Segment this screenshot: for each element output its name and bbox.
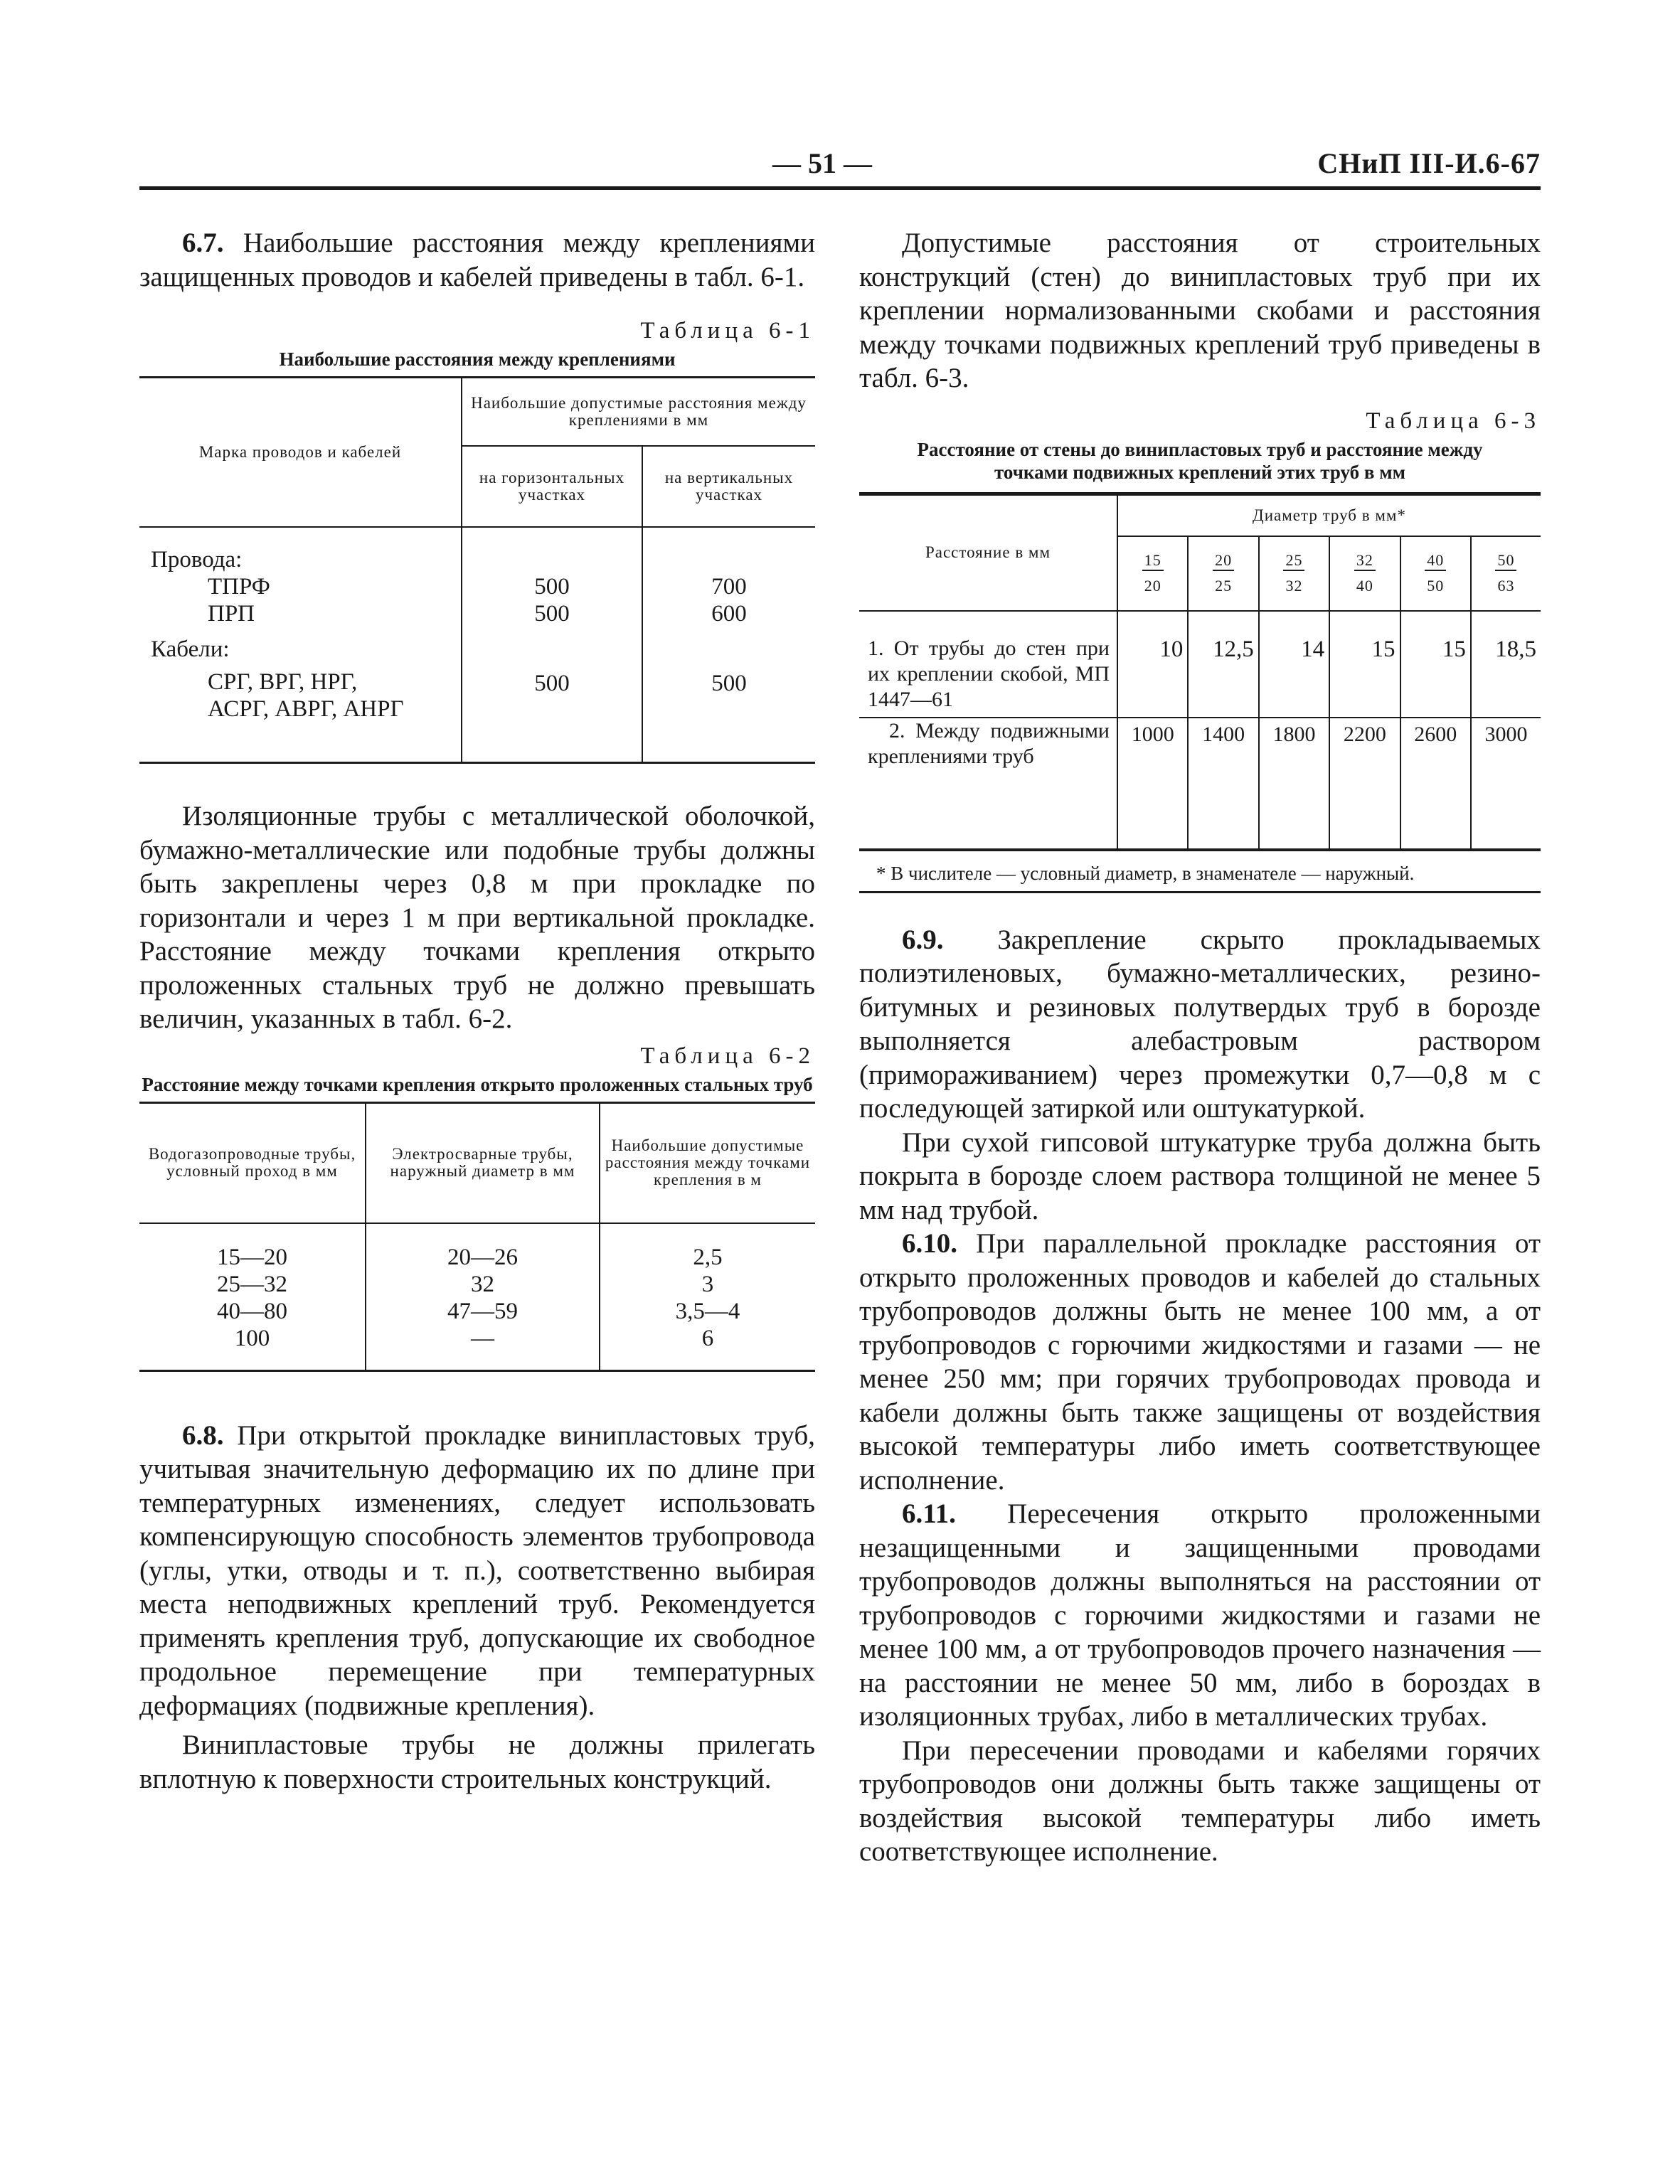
cell-value: 2,5 xyxy=(693,1245,723,1270)
table-6-1-caption: Таблица 6-1 xyxy=(640,318,815,343)
cell-value: 10 xyxy=(1117,611,1188,718)
cell-name: СРГ, ВРГ, НРГ, xyxy=(208,668,358,695)
cell-name: АСРГ, АВРГ, АНРГ xyxy=(208,696,404,722)
header-rule xyxy=(139,186,1541,190)
cell-value: 40—80 xyxy=(217,1299,287,1324)
cell-value: 32 xyxy=(471,1272,494,1297)
table-header: Наибольшие допустимые расстояния между креплениями в мм xyxy=(462,378,815,446)
cell-value: 1400 xyxy=(1188,718,1258,849)
table-6-3-caption: Таблица 6-3 xyxy=(1366,407,1541,434)
cell-value: 1000 xyxy=(1117,718,1188,849)
cell-value: 100 xyxy=(234,1326,270,1351)
diameter-fraction: $\frac{32}{40}$ xyxy=(1329,536,1400,611)
paragraph-text: При параллельной прокладке расстояния от открыто проложенных проводов и кабелей до стальных трубопроводов должны быть не менее 100 мм, а от трубопроводов с горючими жидкостями и газами — не менее 250 мм; при горячих трубопроводах провода и кабели должны быть также защищены от воздействия высокой температуры либо иметь соответствующее исполнение. xyxy=(859,1228,1541,1496)
cell-value: 3 xyxy=(701,1272,714,1297)
paragraph-insulation-tubes: Изоляционные трубы с металлической оболочкой, бумажно-металлические или подобные трубы должны быть закреплены через 0,8 м при прокладке по горизонтали и через 1 м при вертикальной прокладке. Расстояние между точками крепления открыто проложенных стальных труб не должно превышать величин, указанных в табл. 6-2. xyxy=(139,801,815,1034)
table-header: на горизонтальных участках xyxy=(462,446,642,527)
table-header: на вертикальных участках xyxy=(642,446,815,527)
cell-value: 2200 xyxy=(1329,718,1400,849)
table-row xyxy=(859,718,1541,849)
table-6-2-caption: Таблица 6-2 xyxy=(640,1043,815,1069)
paragraph-6-7 xyxy=(139,226,815,294)
table-row xyxy=(859,611,1541,718)
group-label: Провода: xyxy=(151,546,243,572)
paragraph-6-11 xyxy=(859,1497,1541,1734)
paragraph-vinyl-tubes: Винипластовые трубы не должны прилегать вплотную к поверхности строительных конструкций. xyxy=(139,1730,815,1794)
table-row xyxy=(139,1223,815,1370)
paragraph-hot-pipes: При пересечении проводами и кабелями горячих трубопроводов они должны быть также защищены от воздействия высокой температуры либо иметь соответствующее исполнение. xyxy=(859,1735,1541,1867)
table-6-1-title: Наибольшие расстояния между креплениями xyxy=(279,348,676,370)
table-header: Марка проводов и кабелей xyxy=(139,378,462,527)
cell-value: — xyxy=(471,1326,494,1351)
clause-number: 6.7. xyxy=(182,228,224,258)
table-header: Расстояние в мм xyxy=(859,495,1117,611)
cell-value: 20—26 xyxy=(447,1245,518,1270)
cell-value: 15 xyxy=(1400,611,1471,718)
document-code: СНиП III-И.6-67 xyxy=(1317,147,1541,179)
table-6-3-frame xyxy=(859,492,1541,893)
diameter-fraction: $\frac{40}{50}$ xyxy=(1400,536,1471,611)
diameter-fraction: $\frac{20}{25}$ xyxy=(1188,536,1258,611)
cell-value: 500 xyxy=(534,600,570,627)
table-header: Электросварные трубы, наружный диаметр в мм xyxy=(366,1102,600,1223)
cell-value: 47—59 xyxy=(447,1299,518,1324)
diameter-fraction: $\frac{15}{20}$ xyxy=(1117,536,1188,611)
cell-value: 2600 xyxy=(1400,718,1471,849)
paragraph-6-9 xyxy=(859,923,1541,1126)
clause-number: 6.8. xyxy=(182,1419,224,1451)
right-column xyxy=(859,226,1541,1869)
cell-value: 500 xyxy=(534,670,570,696)
cell-value: 500 xyxy=(711,670,747,696)
cell-value: 15 xyxy=(1329,611,1400,718)
table-6-2 xyxy=(139,1102,815,1372)
diameter-fraction: $\frac{50}{63}$ xyxy=(1471,536,1541,611)
cell-value: 600 xyxy=(711,600,747,627)
cell-value: 25—32 xyxy=(217,1272,287,1297)
cell-value: 6 xyxy=(701,1326,714,1351)
clause-number: 6.11. xyxy=(902,1498,956,1529)
table-header: Водогазопроводные трубы, условный проход в мм xyxy=(139,1102,366,1223)
row-label: 1. От трубы до стен при их креплении скобой, МП 1447—61 xyxy=(859,611,1117,718)
cell-name: ПРП xyxy=(208,600,255,627)
cell-value: 14 xyxy=(1259,611,1329,718)
cell-value: 15—20 xyxy=(217,1245,287,1270)
paragraph-text: Закрепление скрыто прокладываемых полиэтиленовых, бумажно-металлических, резино-битумных и резиновых полутвердых труб в борозде выполняется алебастровым раствором (примораживанием) через промежутки 0,7—0,8 м с последующей затиркой или оштукатуркой. xyxy=(859,924,1541,1124)
diameter-fraction: $\frac{25}{32}$ xyxy=(1259,536,1329,611)
row-label: 2. Между подвижными креплениями труб xyxy=(859,718,1117,849)
page-number: — 51 — xyxy=(772,147,872,179)
table-6-3 xyxy=(859,494,1541,850)
clause-number: 6.9. xyxy=(902,924,944,955)
paragraph-text: Наибольшие расстояния между креплениями защищенных проводов и кабелей приведены в табл. 6-1. xyxy=(139,228,815,292)
table-header: Наибольшие допустимые расстояния между точками крепления в м xyxy=(600,1102,815,1223)
cell-value: 500 xyxy=(534,573,570,600)
cell-value: 3,5—4 xyxy=(675,1299,740,1324)
group-label: Кабели: xyxy=(151,636,230,662)
paragraph-text: Пересечения открыто проложенными незащищенными и защищенными проводами трубопроводов должны выполняться на расстоянии от трубопроводов с горючими жидкостями и газами не менее 100 мм, а от трубопроводов прочего назначения — на расстоянии не менее 50 мм, либо в бороздах в изоляционных трубах, либо в металлических трубах. xyxy=(859,1498,1541,1732)
paragraph-allowed-distances: Допустимые расстояния от строительных конструкций (стен) до винипластовых труб при их креплении нормализованными скобами и расстояния между точками подвижных креплений труб приведены в табл. 6-3. xyxy=(859,228,1541,393)
paragraph-text: При открытой прокладке винипластовых труб, учитывая значительную деформацию их по длине при температурных изменениях, следует использовать компенсирующую способность элементов трубопровода (углы, утки, отводы и т. п.), соответственно выбирая места неподвижных креплений труб. Рекомендуется применять крепления труб, допускающие их свободное продольное перемещение при температурных деформациях (подвижные крепления). xyxy=(139,1419,815,1721)
table-6-1 xyxy=(139,376,815,764)
left-column xyxy=(139,226,815,1796)
paragraph-6-8 xyxy=(139,1419,815,1723)
table-6-2-title: Расстояние между точками крепления открыто проложенных стальных труб xyxy=(142,1073,813,1095)
table-6-3-footnote: * В числителе — условный диаметр, в знаменателе — наружный. xyxy=(859,850,1541,891)
cell-name: ТПРФ xyxy=(208,573,270,600)
cell-value: 1800 xyxy=(1259,718,1329,849)
table-header: Диаметр труб в мм* xyxy=(1117,495,1541,536)
cell-value: 3000 xyxy=(1471,718,1541,849)
paragraph-gypsum: При сухой гипсовой штукатурке труба должна быть покрыта в борозде слоем раствора толщиной не менее 5 мм над трубой. xyxy=(859,1126,1541,1225)
table-6-3-title: Расстояние от стены до винипластовых труб и расстояние между точками подвижных креплений этих труб в мм xyxy=(917,438,1483,483)
clause-number: 6.10. xyxy=(902,1228,957,1259)
table-row xyxy=(139,527,815,763)
cell-value: 700 xyxy=(711,573,747,600)
page-header xyxy=(139,147,1541,189)
paragraph-6-10 xyxy=(859,1227,1541,1497)
cell-value: 12,5 xyxy=(1188,611,1258,718)
cell-value: 18,5 xyxy=(1471,611,1541,718)
